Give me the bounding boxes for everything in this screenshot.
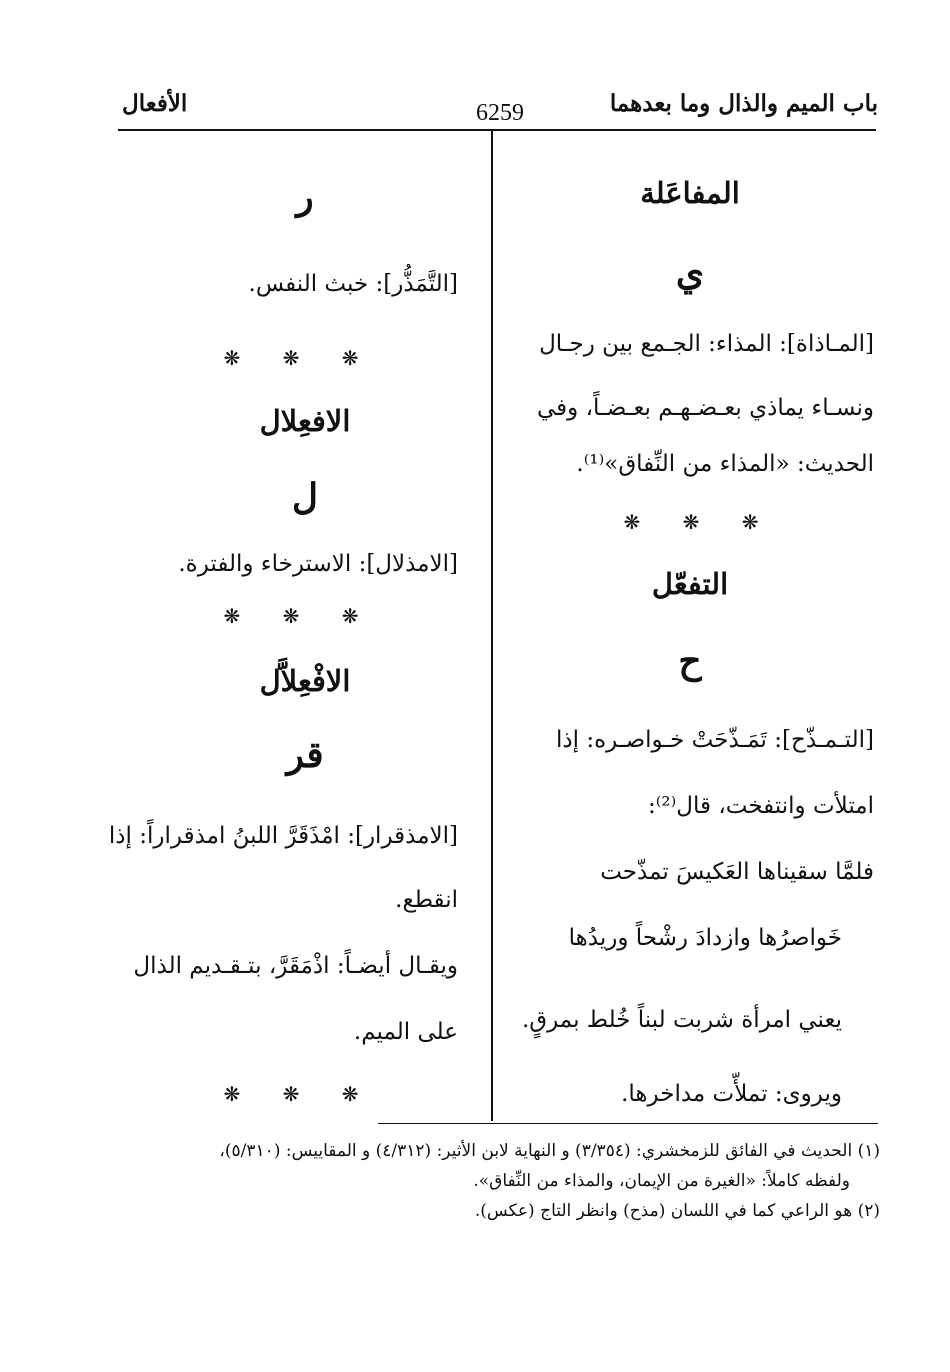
section-separator: ❋ ❋ ❋	[223, 604, 377, 628]
entry-imdhilal: [الامذلال]: الاسترخاء والفترة.	[178, 551, 458, 577]
section-separator: ❋ ❋ ❋	[223, 1082, 377, 1106]
entry-imdhiqrar-line4: على الميم.	[353, 1019, 458, 1045]
root-letter-ya: ي	[675, 252, 705, 294]
running-header-right: باب الميم والذال وما بعدهما	[609, 90, 878, 117]
footnote-1-line2: ولفظه كاملاً: «الغيرة من الإيمان، والمذاء من النِّفاق».	[473, 1171, 850, 1191]
footnote-rule	[378, 1123, 878, 1124]
entry-tamadhdhur: [التَّمَذُّر]: خبث النفس.	[248, 271, 458, 297]
section-heading-mufaala: المفاعَلة	[640, 176, 740, 210]
section-heading-ifilal: الافعِلال	[259, 404, 351, 438]
column-divider	[491, 131, 493, 1121]
section-separator: ❋ ❋ ❋	[223, 346, 377, 370]
entry-tamaddhuh-explanation: يعني امرأة شربت لبناً خُلط بمرقٍ.	[521, 1007, 842, 1033]
poem-verse-2: خَواصرُها وازدادَ رشْحاً وريدُها	[568, 925, 842, 951]
page-number: 6259	[476, 100, 524, 126]
footnote-1-line1: (١) الحديث في الفائق للزمخشري: (٣/٣٥٤) و النهاية لابن الأثير: (٤/٣١٢) و المقاييس: (٥/٣١٠)،	[219, 1141, 880, 1161]
running-header-left: الأفعال	[122, 90, 188, 117]
root-letter-lam: ل	[291, 476, 319, 518]
poem-verse-1: فلمَّا سقيناها العَكيسَ تمذّحت	[600, 859, 874, 885]
header-rule	[118, 129, 876, 131]
section-heading-ifillal: الافْعِلاَّل	[259, 664, 351, 698]
entry-imdhiqrar-line2: انقطع.	[395, 887, 458, 913]
entry-mumathah-line1: [المـاذاة]: المذاء: الجـمع بين رجـال	[539, 331, 874, 357]
root-letters-qaf-ra: قر	[286, 734, 324, 776]
entry-tamaddhuh-line2: امتلأت وانتفخت، قال⁽²⁾:	[648, 793, 874, 819]
section-separator: ❋ ❋ ❋	[623, 510, 777, 534]
root-letter-ra: ر	[296, 176, 314, 218]
entry-imdhiqrar-line3: ويقـال أيضـاً: اذْمَقَرَّ، بتـقـديم الذال	[133, 953, 458, 979]
entry-mumathah-line2: ونسـاء يماذي بعـضـهـم بعـضـاً، وفي	[537, 395, 874, 421]
footnote-2: (٢) هو الراعي كما في اللسان (مذح) وانظر التاج (عكس).	[474, 1201, 880, 1221]
root-letter-ha: ح	[678, 640, 702, 682]
entry-tamaddhuh-line1: [التـمـذّح]: تَمَـذّحَتْ خـواصـره: إذا	[556, 727, 874, 753]
section-heading-tafaul: التفعّل	[651, 567, 729, 601]
entry-imdhiqrar-line1: [الامذقرار]: امْذَقَرَّ اللبنُ امذقراراً: إذا	[108, 823, 458, 849]
entry-tamaddhuh-variant: ويروى: تملأّت مداخرها.	[621, 1081, 842, 1107]
entry-mumathah-line3: الحديث: «المذاء من النِّفاق»⁽¹⁾.	[576, 451, 874, 477]
